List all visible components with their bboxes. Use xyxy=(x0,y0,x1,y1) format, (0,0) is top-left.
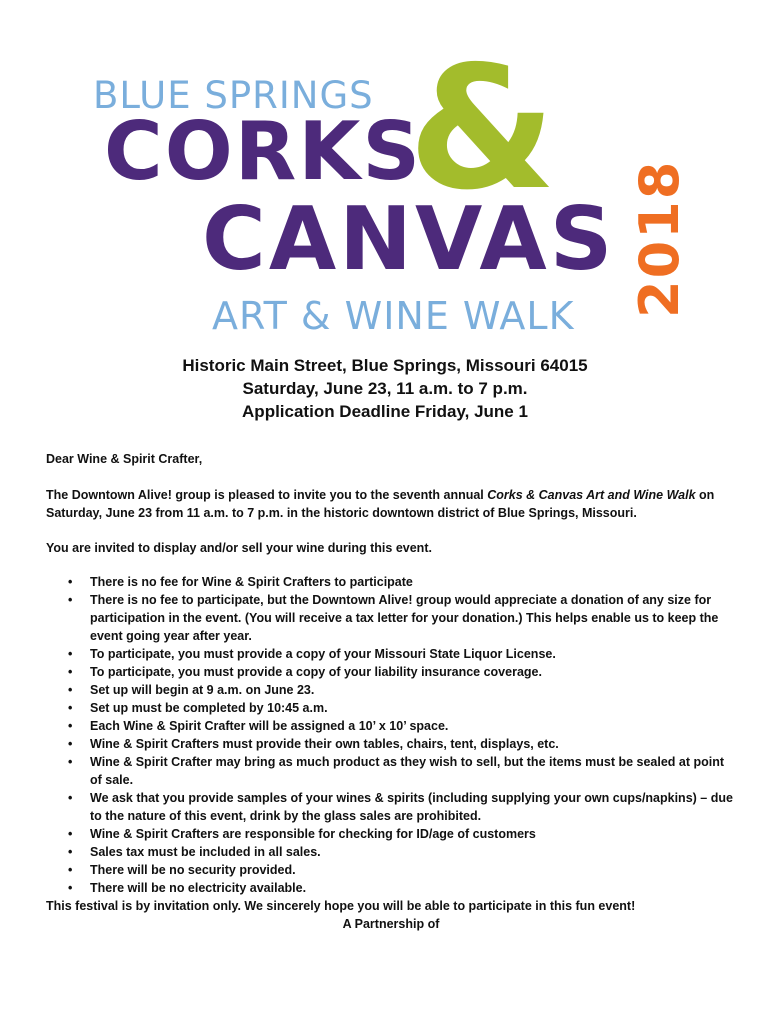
intro-after: on Saturday, June 23 from 11 a.m. to 7 p.m. in the historic downtown district of Blue Springs, Missouri. xyxy=(46,488,715,520)
greeting: Dear Wine & Spirit Crafter, xyxy=(46,452,203,466)
list-item: • Wine & Spirit Crafter may bring as much product as they wish to sell, but the items must be sealed at point of sale. xyxy=(46,753,736,789)
list-item: • Sales tax must be included in all sales. xyxy=(46,843,736,861)
list-item: • There is no fee to participate, but the Downtown Alive! group would appreciate a donation of any size for participation in the event. (You will receive a tax letter for your donation.) This helps enable us to keep the event going year after year. xyxy=(46,591,736,645)
logo-canvas: CANVAS xyxy=(202,188,616,290)
rules-list xyxy=(46,573,736,897)
letter-body xyxy=(46,450,736,933)
date-heading: Saturday, June 23, 11 a.m. to 7 p.m. xyxy=(242,379,528,398)
list-item: • Each Wine & Spirit Crafter will be assigned a 10’ x 10’ space. xyxy=(46,717,736,735)
event-name: Corks & Canvas Art and Wine Walk xyxy=(487,488,696,502)
list-item: • There will be no security provided. xyxy=(46,861,736,879)
list-item: • Wine & Spirit Crafters must provide their own tables, chairs, tent, displays, etc. xyxy=(46,735,736,753)
location-heading: Historic Main Street, Blue Springs, Missouri 64015 xyxy=(182,356,588,375)
intro-paragraph xyxy=(46,486,736,522)
event-logo xyxy=(0,0,770,345)
deadline-heading: Application Deadline Friday, June 1 xyxy=(242,402,528,421)
invitation-line: You are invited to display and/or sell your wine during this event. xyxy=(46,541,432,555)
event-headings xyxy=(0,354,770,423)
logo-year: 2018 xyxy=(628,159,691,318)
list-item: • Set up must be completed by 10:45 a.m. xyxy=(46,699,736,717)
list-item: • We ask that you provide samples of your wines & spirits (including supplying your own cups/napkins) – due to the nature of this event, drink by the glass sales are prohibited. xyxy=(46,789,736,825)
partnership-line: A Partnership of xyxy=(342,917,440,931)
intro-before: The Downtown Alive! group is pleased to invite you to the seventh annual xyxy=(46,488,488,502)
logo-blue-springs: BLUE SPRINGS xyxy=(93,74,374,117)
list-item: • There is no fee for Wine & Spirit Crafters to participate xyxy=(46,573,736,591)
logo-art-wine-walk: ART & WINE WALK xyxy=(212,294,575,338)
list-item: • To participate, you must provide a copy of your Missouri State Liquor License. xyxy=(46,645,736,663)
list-item: • Set up will begin at 9 a.m. on June 23. xyxy=(46,681,736,699)
list-item: • To participate, you must provide a copy of your liability insurance coverage. xyxy=(46,663,736,681)
closing-line: This festival is by invitation only. We sincerely hope you will be able to participate in this fun event! xyxy=(46,899,636,913)
list-item: • There will be no electricity available. xyxy=(46,879,736,897)
logo-ampersand: & xyxy=(408,30,557,228)
list-item: • Wine & Spirit Crafters are responsible for checking for ID/age of customers xyxy=(46,825,736,843)
logo-corks: CORKS xyxy=(104,105,422,198)
